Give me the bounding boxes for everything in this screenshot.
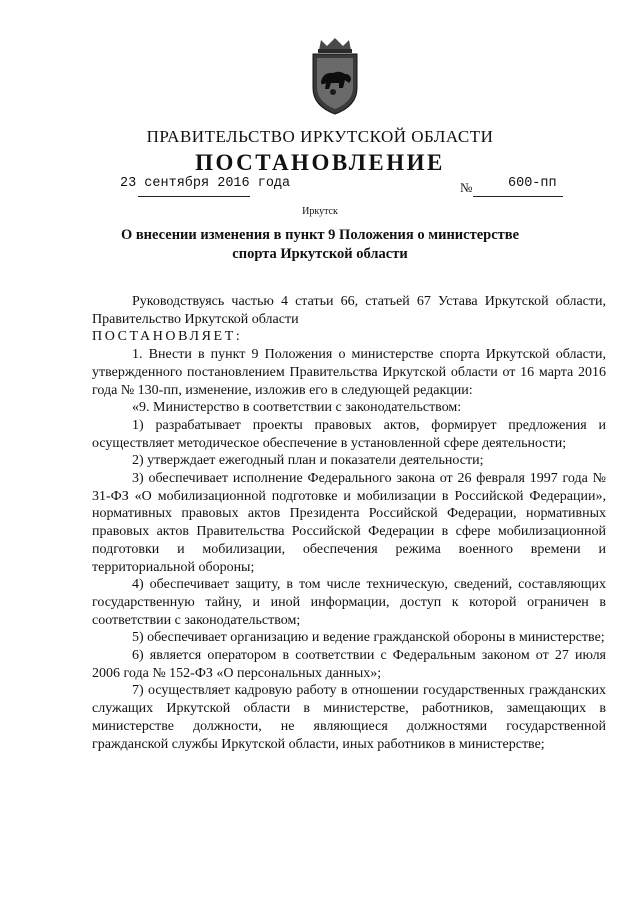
document-body [92, 293, 606, 753]
number-underline [473, 196, 563, 197]
date-underline [138, 196, 250, 197]
paragraph: 6) является оператором в соответствии с Федеральным законом от 27 июля 2006 года № 152-ФЗ «О персональных данных»; [92, 648, 606, 681]
paragraph: 2) утверждает ежегодный план и показатели деятельности; [132, 453, 484, 469]
document-date: 23 сентября 2016 года [120, 176, 291, 191]
government-name: ПРАВИТЕЛЬСТВО ИРКУТСКОЙ ОБЛАСТИ [146, 127, 494, 146]
document-number: 600-пп [508, 176, 557, 191]
paragraph: 3) обеспечивает исполнение Федерального закона от 26 февраля 1997 года № 31-ФЗ «О мобилизационной подготовке и мобилизации в Российской Федерации», нормативных правовых актов Президента Российской Федерации, нормативных правовых актов Правительства Российской Федерации в сфере мобилизационной подготовки и мобилизации, обеспечения режима военного времени и территориальной обороны; [92, 471, 606, 575]
paragraph: 4) обеспечивает защиту, в том числе техническую, сведений, составляющих государственную тайну, и иной информации, доступ к которой ограничен в соответствии с законодательством; [92, 577, 606, 628]
document-type: ПОСТАНОВЛЕНИЕ [195, 150, 445, 175]
document-title: О внесении изменения в пункт 9 Положения о министерстве спорта Иркутской области [120, 227, 520, 262]
number-label: № [460, 180, 473, 195]
resolves-line: ПОСТАНОВЛЯЕТ: [92, 329, 243, 345]
paragraph: 1. Внести в пункт 9 Положения о министерстве спорта Иркутской области, утвержденного постановлением Правительства Иркутской области от 16 марта 2016 года № 130-пп, изменение, изложив его в следующей редакции: [92, 347, 606, 398]
paragraph: 5) обеспечивает организацию и ведение гражданской обороны в министерстве; [132, 630, 605, 646]
irkutsk-coat-of-arms-icon [305, 36, 365, 116]
paragraph: «9. Министерство в соответствии с законодательством: [132, 400, 462, 416]
preamble: Руководствуясь частью 4 статьи 66, статьей 67 Устава Иркутской области, Правительство Иркутской области [92, 294, 606, 327]
paragraph: 7) осуществляет кадровую работу в отношении государственных гражданских служащих Иркутской области в министерстве, работников, замещающих в министерстве должности, не являющиеся должностями государственной гражданской службы Иркутской области, иных работников в министерстве; [92, 683, 606, 752]
city-name: Иркутск [302, 206, 338, 217]
paragraph: 1) разрабатывает проекты правовых актов, формирует предложения и осуществляет методическое обеспечение в установленной сфере деятельности; [92, 417, 606, 451]
